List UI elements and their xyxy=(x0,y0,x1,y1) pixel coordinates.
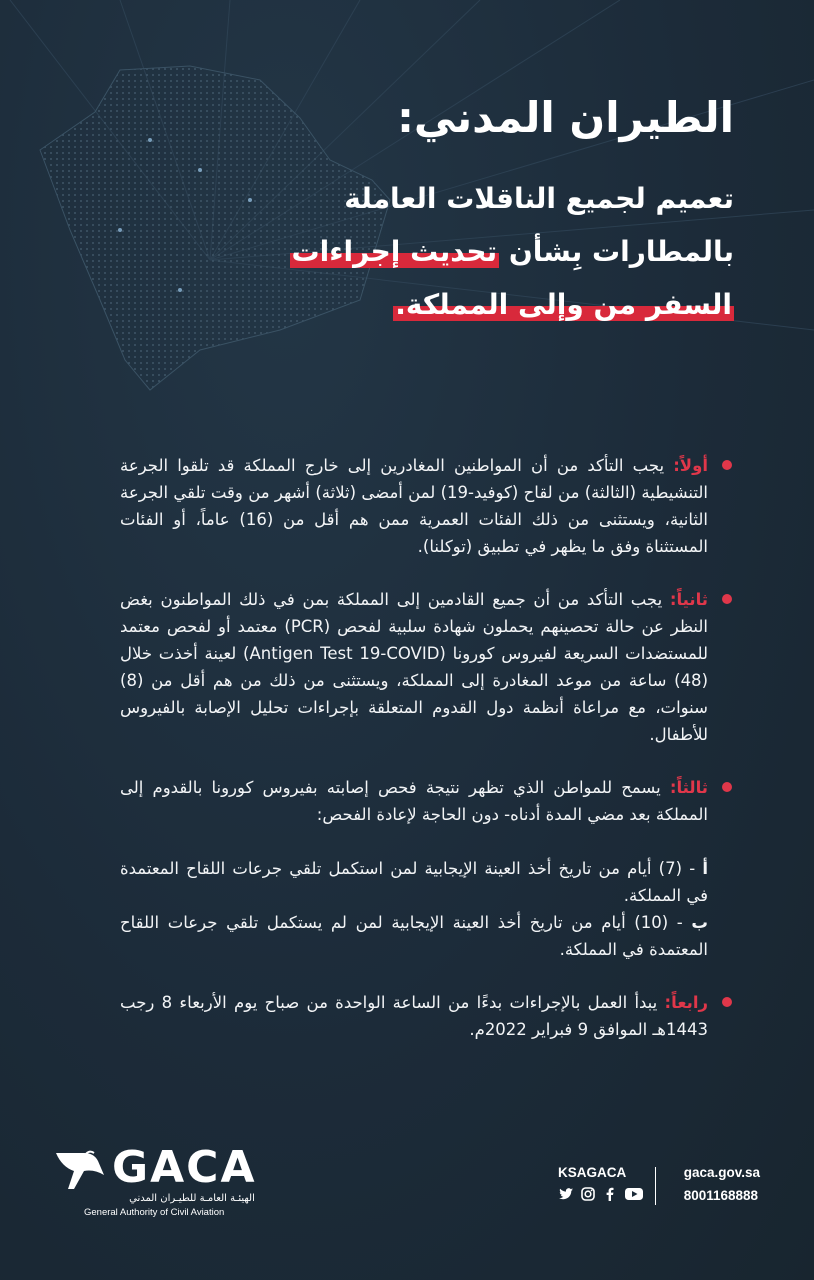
item-lead: ثالثاً: xyxy=(669,778,708,797)
item-text: يجب التأكد من أن جميع القادمين إلى المملكة بمن في ذلك المواطنون بغض النظر عن حالة تحصينهم يحملون شهادة سلبية لفحص (PCR) معتمد أو لفحص معتمد للمستضدات السريعة لفيروس كورونا (Antigen Test 19-COVID) لعينة أخذت خلال (48) ساعة من موعد المغادرة إلى المملكة، ويستثنى من ذلك من هم أقل من (8) سنوات، مع مراعاة أنظمة دول القدوم المتعلقة بإجراءات تحليل الإصابة بالفيروس للأطفال. xyxy=(120,590,708,744)
list-item xyxy=(120,586,732,748)
subtitle-line-3 xyxy=(214,278,734,331)
bullet-icon xyxy=(722,594,732,604)
contact-block xyxy=(684,1165,760,1203)
sub-item-b-text: - (10) أيام من تاريخ أخذ العينة الإيجابية لمن لم يستكمل تلقي جرعات اللقاح المعتمدة في المملكة. xyxy=(120,913,708,959)
item-text: يجب التأكد من أن المواطنين المغادرين إلى خارج المملكة قد تلقوا الجرعة التنشيطية (الثالثة) من لقاح (كوفيد-19) لمن أمضى (ثلاثة) أشهر من وقت تلقي الجرعة الثانية، ويستثنى من ذلك الفئات العمرية ممن هم أقل من (16) عاماً، أو الفئات المستثناة وفق ما يظهر في تطبيق (توكلنا). xyxy=(120,456,708,556)
gaca-logo-text: GACA xyxy=(112,1142,257,1193)
sub-item-a-text: - (7) أيام من تاريخ أخذ العينة الإيجابية لمن استكمل تلقي جرعات اللقاح المعتمدة في المملكة. xyxy=(120,859,708,905)
sub-item-b xyxy=(120,909,708,963)
subtitle-highlight-1: تحديث إجراءات xyxy=(291,235,498,268)
subtitle-line-2-start: بالمطارات بِشأن xyxy=(499,235,734,268)
bullet-icon xyxy=(722,997,732,1007)
list-item xyxy=(120,774,732,963)
subtitle xyxy=(214,172,734,331)
item-lead: ثانياً: xyxy=(669,590,708,609)
sub-item-a xyxy=(120,855,708,909)
item-text: يسمح للمواطن الذي تظهر نتيجة فحص إصابته بفيروس كورونا بالقدوم إلى المملكة بعد مضي المدة أدناه- دون الحاجة لإعادة الفحص: xyxy=(120,778,708,824)
subtitle-line-2 xyxy=(214,225,734,278)
youtube-icon[interactable] xyxy=(624,1186,644,1202)
social-handle: KSAGACA xyxy=(558,1165,627,1180)
social-icons xyxy=(558,1186,644,1202)
gaca-english-name: General Authority of Civil Aviation xyxy=(84,1207,225,1218)
title-block xyxy=(214,90,734,331)
list-item xyxy=(120,989,732,1043)
item-text: يبدأ العمل بالإجراءات بدءًا من الساعة الواحدة من صباح يوم الأربعاء 8 رجب 1443هـ الموافق 9 فبراير 2022م. xyxy=(120,993,708,1039)
gaca-logo xyxy=(54,1143,284,1223)
contact-divider xyxy=(655,1167,657,1205)
bullet-icon xyxy=(722,460,732,470)
item-lead: أولاً: xyxy=(673,456,708,475)
sub-list xyxy=(120,855,708,963)
gaca-emblem-icon xyxy=(54,1145,110,1195)
phone-number[interactable]: 8001168888 xyxy=(683,1188,759,1203)
subtitle-highlight-2: السفر من وإلى المملكة. xyxy=(395,288,732,321)
gaca-arabic-name: الهيئـة العامـة للطيـران المدني xyxy=(129,1193,255,1204)
page-title: الطيران المدني: xyxy=(397,93,734,142)
facebook-icon[interactable] xyxy=(602,1186,618,1202)
twitter-icon[interactable] xyxy=(558,1186,574,1202)
social-block xyxy=(558,1165,644,1202)
website-link[interactable]: gaca.gov.sa xyxy=(683,1165,760,1180)
sub-item-a-label: أ xyxy=(702,859,708,878)
bullet-icon xyxy=(722,782,732,792)
announcement-body xyxy=(120,452,732,1069)
instagram-icon[interactable] xyxy=(580,1186,596,1202)
sub-item-b-label: ب xyxy=(691,913,708,932)
item-lead: رابعاً: xyxy=(664,993,708,1012)
subtitle-line-1: تعميم لجميع الناقلات العاملة xyxy=(344,182,734,215)
list-item xyxy=(120,452,732,560)
